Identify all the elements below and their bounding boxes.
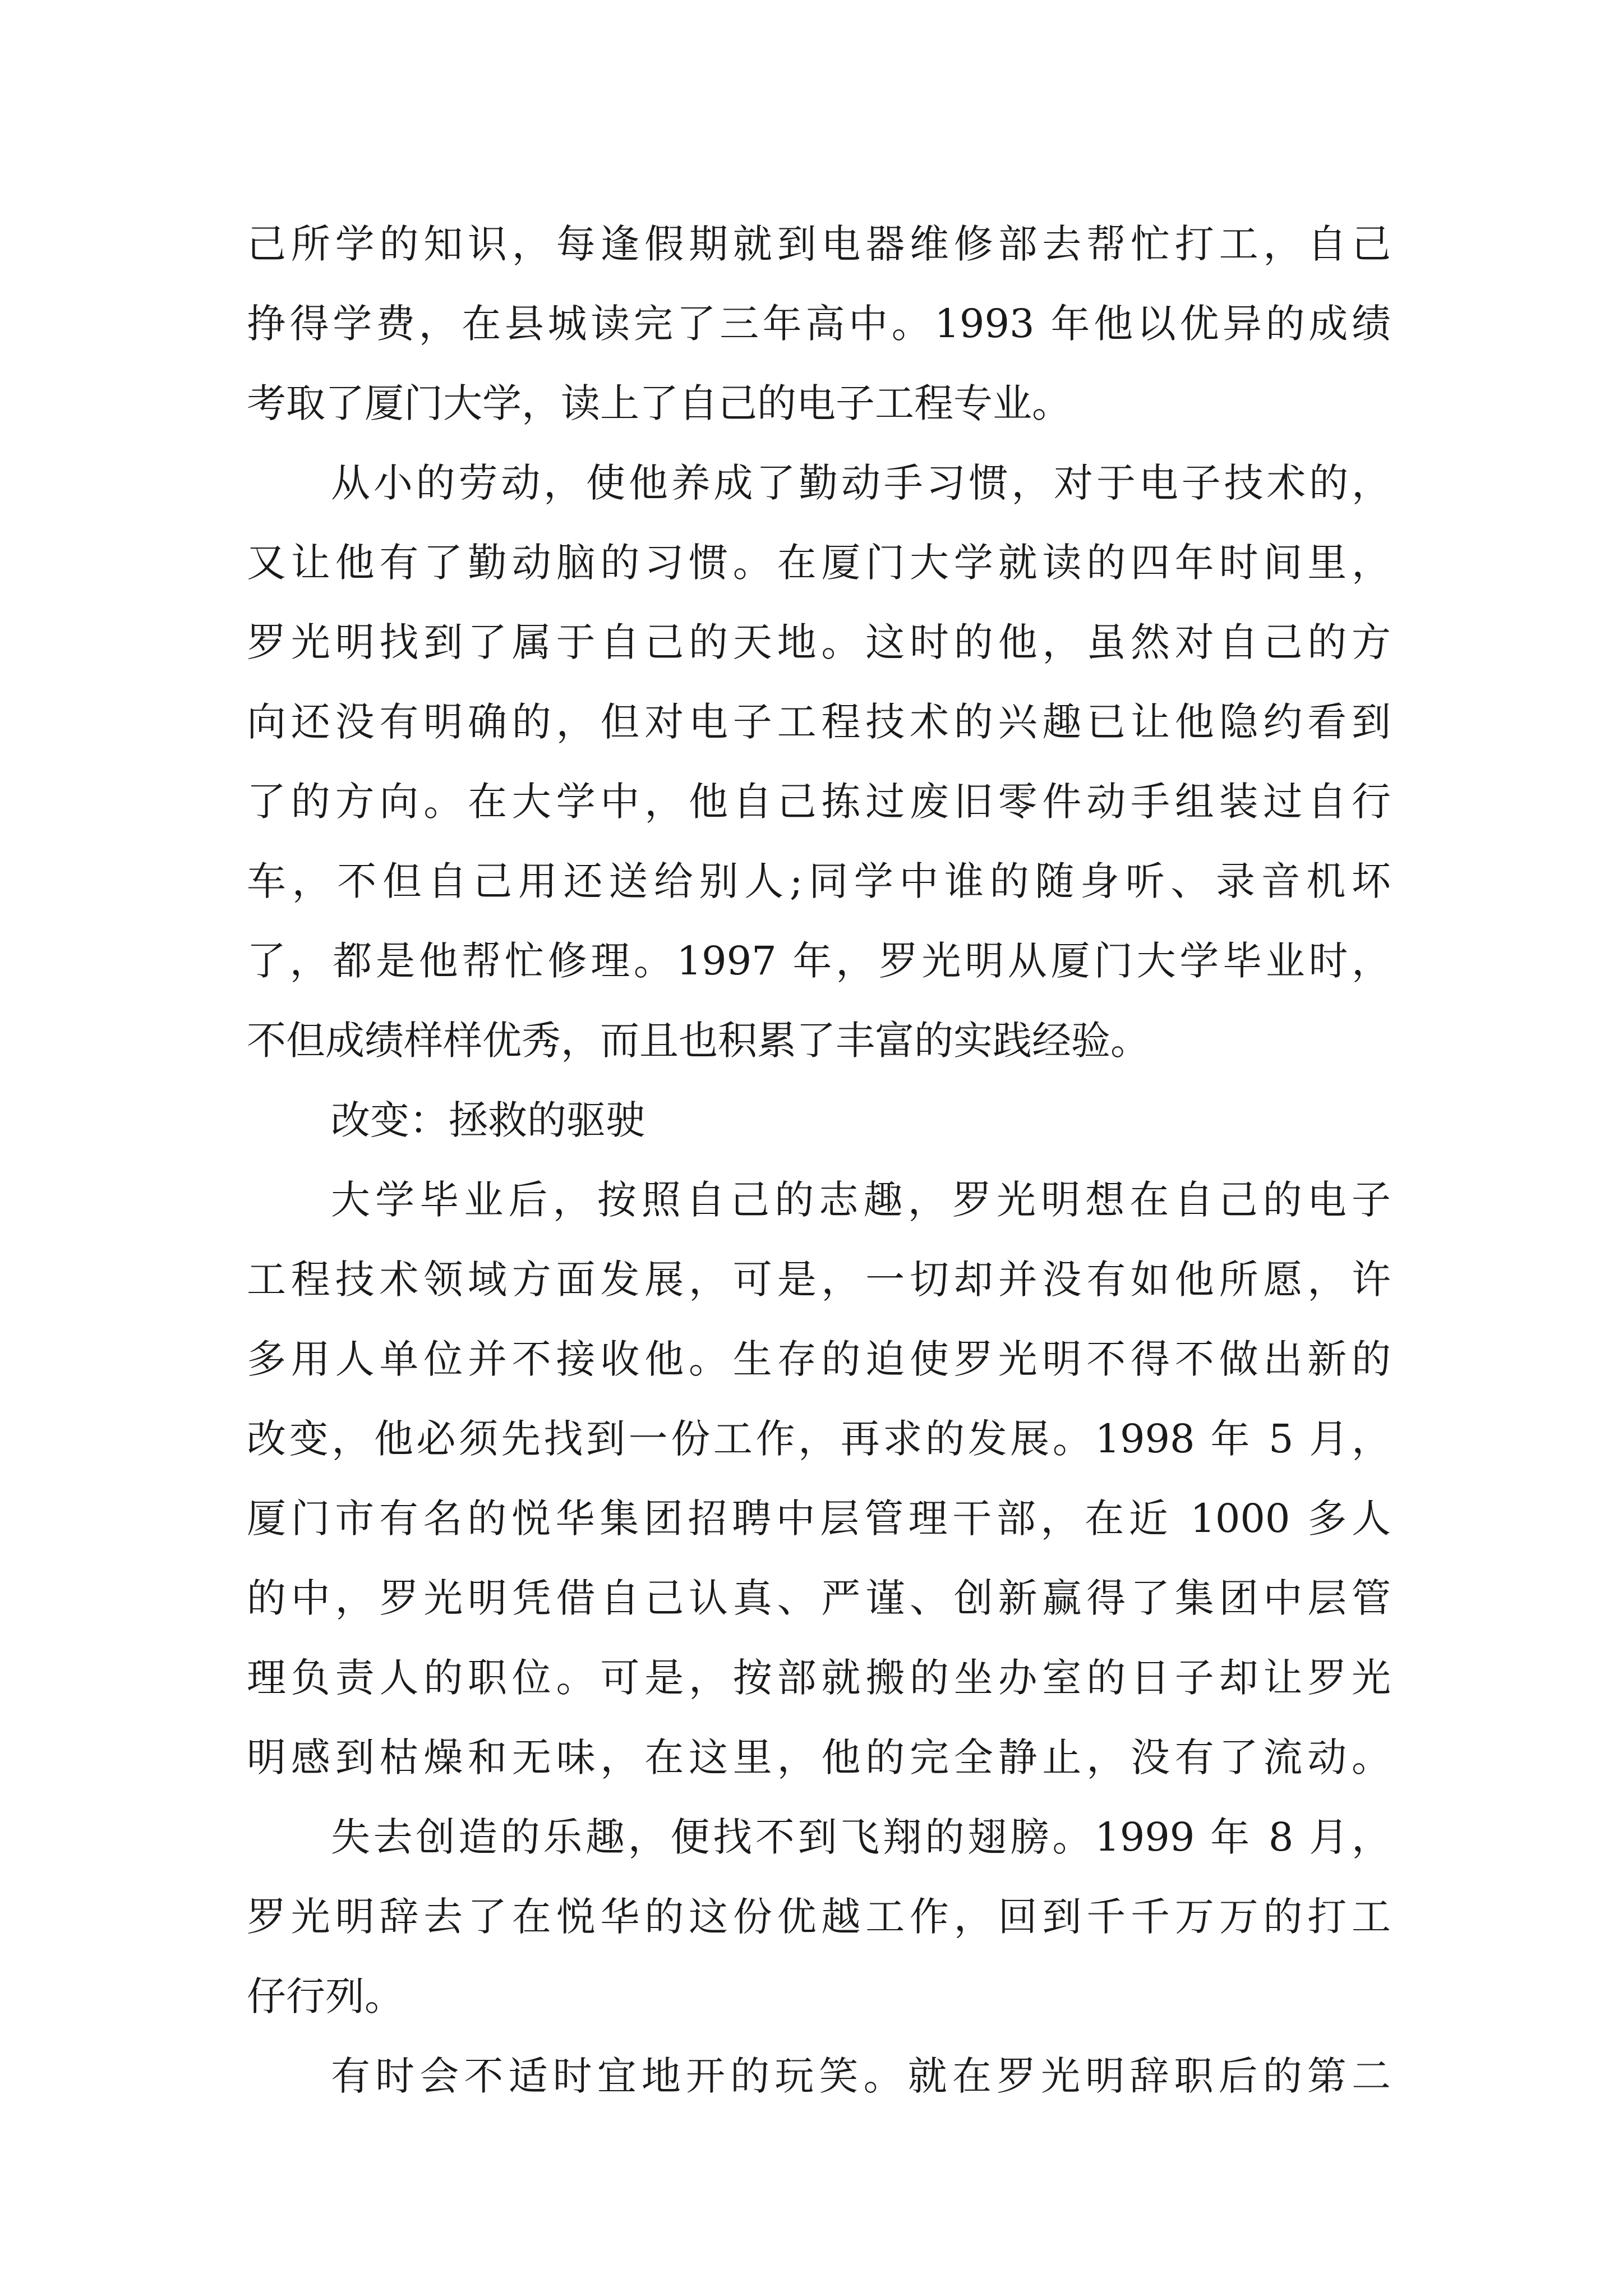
paragraph-line: 多用人单位并不接收他。生存的迫使罗光明不得不做出新的 (247, 1336, 1391, 1382)
paragraph-first-line: 有时会不适时宜地开的玩笑。就在罗光明辞职后的第二 (331, 2053, 1391, 2099)
paragraph-first-line: 从小的劳动，使他养成了勤动手习惯，对于电子技术的， (331, 460, 1391, 506)
paragraph-line: 明感到枯燥和无味，在这里，他的完全静止，没有了流动。 (247, 1734, 1391, 1780)
paragraph-line: 不但成绩样样优秀，而且也积累了丰富的实践经验。 (247, 1018, 1150, 1064)
paragraph-line: 理负责人的职位。可是，按部就搬的坐办室的日子却让罗光 (247, 1655, 1391, 1701)
paragraph-line: 己所学的知识，每逢假期就到电器维修部去帮忙打工，自己 (247, 221, 1391, 267)
section-heading: 改变：拯救的驱驶 (331, 1097, 645, 1143)
paragraph-first-line: 大学毕业后，按照自己的志趣，罗光明想在自己的电子 (331, 1177, 1391, 1223)
paragraph-line: 的中，罗光明凭借自己认真、严谨、创新赢得了集团中层管 (247, 1575, 1391, 1621)
paragraph-line: 工程技术领域方面发展，可是，一切却并没有如他所愿，许 (247, 1257, 1391, 1303)
paragraph-line: 向还没有明确的，但对电子工程技术的兴趣已让他隐约看到 (247, 699, 1391, 745)
paragraph-line: 罗光明辞去了在悦华的这份优越工作，回到千千万万的打工 (247, 1894, 1391, 1940)
paragraph-first-line: 失去创造的乐趣，便找不到飞翔的翅膀。1999 年 8 月， (331, 1814, 1391, 1860)
paragraph-line: 车，不但自己用还送给别人;同学中谁的随身听、录音机坏 (247, 858, 1391, 904)
paragraph-line: 考取了厦门大学，读上了自己的电子工程专业。 (247, 380, 1071, 426)
paragraph-line: 挣得学费，在县城读完了三年高中。1993 年他以优异的成绩 (247, 301, 1391, 347)
paragraph-line: 厦门市有名的悦华集团招聘中层管理干部，在近 1000 多人 (247, 1496, 1391, 1542)
paragraph-line: 仔行列。 (247, 1973, 404, 2019)
paragraph-line: 罗光明找到了属于自己的天地。这时的他，虽然对自己的方 (247, 619, 1391, 665)
paragraph-line: 了的方向。在大学中，他自己拣过废旧零件动手组装过自行 (247, 779, 1391, 825)
paragraph-line: 又让他有了勤动脑的习惯。在厦门大学就读的四年时间里， (247, 540, 1391, 586)
paragraph-line: 了，都是他帮忙修理。1997 年，罗光明从厦门大学毕业时， (247, 938, 1391, 984)
paragraph-line: 改变，他必须先找到一份工作，再求的发展。1998 年 5 月， (247, 1416, 1391, 1462)
